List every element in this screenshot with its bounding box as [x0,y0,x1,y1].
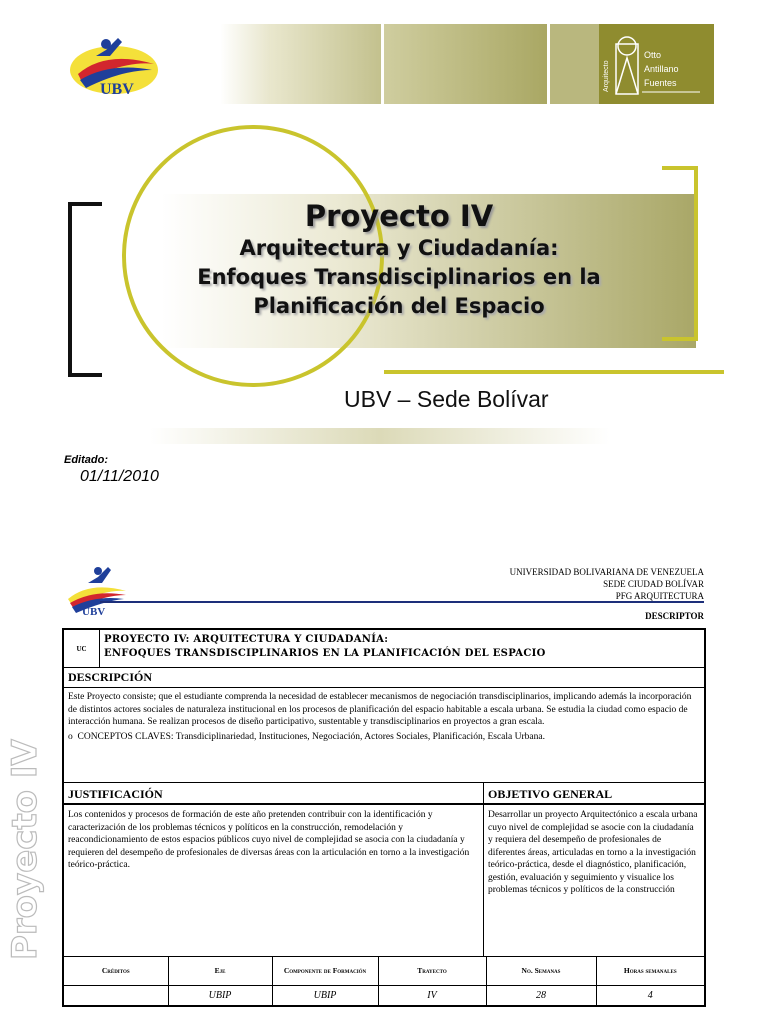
ubv-logo-text: UBV [100,81,134,98]
uc-row [64,630,704,668]
justificacion-text: Los contenidos y procesos de formación de este año pretenden contribuir con la identificación y caracterización de los problemas técnicos y políticos en la construcción, remodelación y reacondicionamiento de estos espacios públicos cuyo nivel de complejidad se asocia con la ciudadanía y requieren del desempeño de profesionales de diversas áreas con la articulación en torno a la investigación teórico-práctica. [68,810,470,870]
objetivo-text: Desarrollar un proyecto Arquitectónico a escala urbana cuyo nivel de complejidad se asocie con la ciudadanía y requiera del desempeño de profesionales de diferentes áreas, articuladas en torno a la investigación teórico-práctica, desde el diagnóstico, planificación, gestión, evaluación y seguimiento y visualice los problemas técnicos y políticos de la construcción [488,810,698,895]
gold-rule [384,370,724,374]
cover-title [102,198,696,321]
vertical-title [5,655,45,965]
title-main: Proyecto IV [304,199,494,233]
header-eje: Eje [168,957,272,985]
left-bracket [68,202,102,377]
value-semanas: 28 [486,985,596,1005]
descripcion-header: DESCRIPCIÓN [64,668,704,688]
institution-block: UNIVERSIDAD BOLIVARIANA DE VENEZUELA SEDE CIUDAD BOLÍVAR PFG ARQUITECTURA [509,567,704,601]
edited-label: Editado: [64,454,108,466]
value-horas: 4 [647,989,653,1001]
header-semanas: No. Semanas [486,957,596,985]
credits-grid [64,956,704,1005]
ubv-logo [66,30,166,98]
edited-date: 01/11/2010 [80,468,159,485]
svg-text:Fuentes: Fuentes [644,78,677,88]
svg-text:Otto: Otto [644,50,662,60]
header-trayecto: Trayecto [378,957,486,985]
ubv-logo-area [60,24,220,104]
sede-text: UBV – Sede Bolívar [344,386,549,412]
objetivo-column [484,783,704,956]
value-componente: UBIP [272,985,378,1005]
value-creditos [64,985,168,1005]
descripcion-text: Este Proyecto consiste; que el estudiante comprenda la necesidad de establecer mecanismos de negociación transdisciplinarios, implicando además la incorporación de distintos actores sociales de naturaleza institucional en los procesos de planificación del espacio habitable a escala urbana. Se estudia la ciudad como espacio de interacción humana. Se realizan procesos de diseño participativo, sustentable y transdisciplinarios en proyectos a gran escala. [68,692,692,727]
header-horas: Horas semanales [596,957,704,985]
title-line-3: Planificación del Espacio [253,294,545,318]
ubv-logo-small [64,563,134,618]
justificacion-column [64,783,484,956]
conceptos-line: o CONCEPTOS CLAVES: Transdiciplinariedad, Instituciones, Negociación, Actores Sociales, Planificación, Escala Urbana. [68,731,545,742]
header-band [60,24,714,104]
title-line-2: Enfoques Transdisciplinarios en la [197,265,601,289]
svg-text:Antillano: Antillano [644,64,679,74]
blue-rule [100,601,704,603]
header-componente: Componente de Formación [272,957,378,985]
ubv-logo-small-text: UBV [82,606,106,618]
subtitle-shadow-line [150,428,610,444]
value-eje: UBIP [168,985,272,1005]
svg-text:Arquitecto: Arquitecto [603,60,610,92]
justificacion-header: JUSTIFICACIÓN [64,783,483,805]
value-trayecto: IV [378,985,486,1005]
descriptor-label: DESCRIPTOR [645,611,704,621]
architect-logo [602,32,702,98]
uc-title: PROYECTO IV: ARQUITECTURA Y CIUDADANÍA: ENFOQUES TRANSDISCIPLINARIOS EN LA PLANIFICACIÓN DEL ESPACIO [104,634,546,659]
svg-text:Proyecto IV: Proyecto IV [5,739,45,960]
architect-logo-area [599,24,714,104]
title-line-1: Arquitectura y Ciudadanía: [239,236,559,260]
two-column-section [64,782,704,956]
header-creditos: Créditos [64,957,168,985]
uc-label: UC [64,630,100,667]
objetivo-header: OBJETIVO GENERAL [484,783,704,805]
descriptor-table [62,628,706,1007]
